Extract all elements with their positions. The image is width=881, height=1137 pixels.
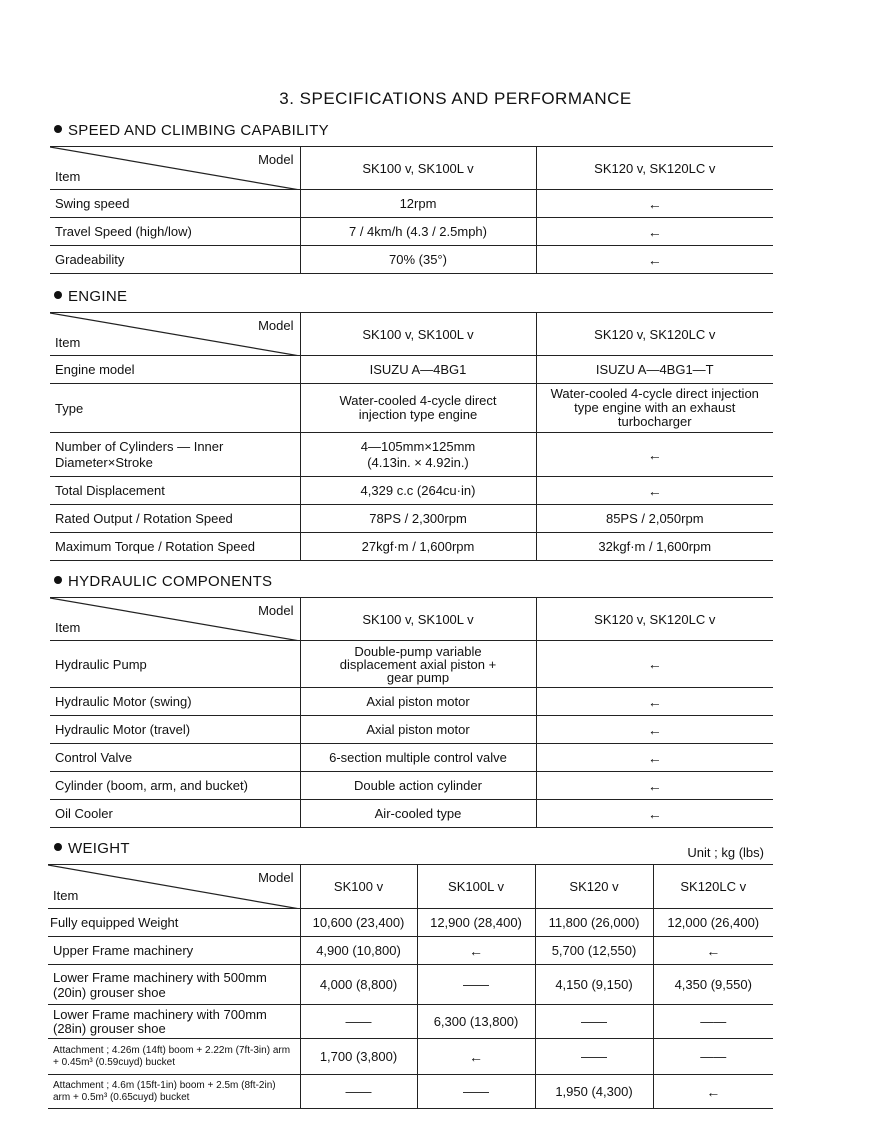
table-row bbox=[48, 1039, 773, 1075]
column-header: SK100 v, SK100L v bbox=[300, 147, 536, 190]
table-row bbox=[50, 772, 773, 800]
cell: 6-section multiple control valve bbox=[300, 744, 536, 772]
item-label: Item bbox=[55, 335, 81, 350]
bullet-icon bbox=[54, 291, 62, 299]
row-label: Cylinder (boom, arm, and bucket) bbox=[50, 772, 300, 800]
cell: 1,700 (3,800) bbox=[300, 1039, 417, 1075]
cell: ← bbox=[536, 246, 773, 274]
table-row bbox=[48, 909, 773, 937]
column-header: SK120 v, SK120LC v bbox=[536, 313, 773, 356]
speed-table bbox=[50, 146, 773, 274]
page-title: 3. SPECIFICATIONS AND PERFORMANCE bbox=[279, 89, 632, 108]
row-label: Swing speed bbox=[50, 190, 300, 218]
row-label: Attachment ; 4.6m (15ft-1in) boom + 2.5m (8ft-2in) arm + 0.5m³ (0.65cuyd) bucket bbox=[48, 1075, 300, 1109]
row-label: Number of Cylinders — Inner Diameter×Stroke bbox=[50, 433, 300, 477]
table-row bbox=[50, 800, 773, 828]
column-header: SK100 v, SK100L v bbox=[300, 313, 536, 356]
column-header: SK120 v, SK120LC v bbox=[536, 598, 773, 641]
cell: —— bbox=[653, 1039, 773, 1075]
row-label: Upper Frame machinery bbox=[48, 937, 300, 965]
cell: 6,300 (13,800) bbox=[417, 1005, 535, 1039]
table-row bbox=[48, 1005, 773, 1039]
hydraulic-table bbox=[50, 597, 773, 828]
cell: 10,600 (23,400) bbox=[300, 909, 417, 937]
row-label: Hydraulic Pump bbox=[50, 641, 300, 688]
column-header: SK120 v, SK120LC v bbox=[536, 147, 773, 190]
weight-table bbox=[48, 864, 773, 1109]
model-label: Model bbox=[258, 152, 294, 167]
row-label: Type bbox=[50, 384, 300, 433]
table-row bbox=[50, 716, 773, 744]
column-header: SK120LC v bbox=[653, 865, 773, 909]
cell: Double-pump variable displacement axial piston + gear pump bbox=[300, 641, 536, 688]
cell: —— bbox=[300, 1005, 417, 1039]
cell: 5,700 (12,550) bbox=[535, 937, 653, 965]
cell: ← bbox=[536, 190, 773, 218]
table-header-row bbox=[50, 313, 773, 356]
row-label: Engine model bbox=[50, 356, 300, 384]
cell: 4,329 c.c (264cu·in) bbox=[300, 477, 536, 505]
cell: 4—105mm×125mm (4.13in. × 4.92in.) bbox=[300, 433, 536, 477]
cell: ISUZU A—4BG1—T bbox=[536, 356, 773, 384]
cell: 27kgf·m / 1,600rpm bbox=[300, 533, 536, 561]
cell: ← bbox=[653, 937, 773, 965]
item-label: Item bbox=[53, 888, 79, 903]
cell: Water-cooled 4-cycle direct injection type engine bbox=[300, 384, 536, 433]
cell: 70% (35°) bbox=[300, 246, 536, 274]
model-label: Model bbox=[258, 318, 294, 333]
row-label: Fully equipped Weight bbox=[48, 909, 300, 937]
row-label: Total Displacement bbox=[50, 477, 300, 505]
cell: ← bbox=[653, 1075, 773, 1109]
cell: 12,000 (26,400) bbox=[653, 909, 773, 937]
row-label: Travel Speed (high/low) bbox=[50, 218, 300, 246]
cell: —— bbox=[535, 1039, 653, 1075]
row-label: Oil Cooler bbox=[50, 800, 300, 828]
unit-label: Unit ; kg (lbs) bbox=[687, 845, 764, 860]
cell: 12,900 (28,400) bbox=[417, 909, 535, 937]
table-row bbox=[50, 384, 773, 433]
cell: —— bbox=[535, 1005, 653, 1039]
item-label: Item bbox=[55, 169, 81, 184]
section-heading-weight: WEIGHT bbox=[54, 840, 130, 857]
cell: ← bbox=[536, 800, 773, 828]
section-heading-hydraulic: HYDRAULIC COMPONENTS bbox=[54, 573, 272, 590]
cell: ← bbox=[536, 218, 773, 246]
table-row bbox=[48, 965, 773, 1005]
section-heading-speed: SPEED AND CLIMBING CAPABILITY bbox=[54, 122, 329, 139]
model-item-header bbox=[50, 313, 300, 356]
cell: ← bbox=[536, 688, 773, 716]
cell: 32kgf·m / 1,600rpm bbox=[536, 533, 773, 561]
row-label: Hydraulic Motor (travel) bbox=[50, 716, 300, 744]
cell: —— bbox=[417, 1075, 535, 1109]
row-label: Control Valve bbox=[50, 744, 300, 772]
cell: ← bbox=[536, 641, 773, 688]
table-row bbox=[50, 477, 773, 505]
column-header: SK100L v bbox=[417, 865, 535, 909]
row-label: Lower Frame machinery with 500mm (20in) grouser shoe bbox=[48, 965, 300, 1005]
cell: 1,950 (4,300) bbox=[535, 1075, 653, 1109]
bullet-icon bbox=[54, 125, 62, 133]
cell: 78PS / 2,300rpm bbox=[300, 505, 536, 533]
cell: ← bbox=[536, 716, 773, 744]
row-label: Gradeability bbox=[50, 246, 300, 274]
table-row bbox=[50, 190, 773, 218]
table-row bbox=[50, 533, 773, 561]
cell: 85PS / 2,050rpm bbox=[536, 505, 773, 533]
row-label: Maximum Torque / Rotation Speed bbox=[50, 533, 300, 561]
model-item-header bbox=[50, 598, 300, 641]
column-header: SK100 v, SK100L v bbox=[300, 598, 536, 641]
cell: Air-cooled type bbox=[300, 800, 536, 828]
cell: ← bbox=[536, 477, 773, 505]
cell: —— bbox=[653, 1005, 773, 1039]
cell: Axial piston motor bbox=[300, 716, 536, 744]
cell: ← bbox=[417, 937, 535, 965]
cell: Axial piston motor bbox=[300, 688, 536, 716]
table-header-row bbox=[50, 598, 773, 641]
bullet-icon bbox=[54, 843, 62, 851]
table-row bbox=[48, 937, 773, 965]
engine-table bbox=[50, 312, 773, 561]
cell: —— bbox=[417, 965, 535, 1005]
table-header-row bbox=[48, 865, 773, 909]
item-label: Item bbox=[55, 620, 81, 635]
row-label: Hydraulic Motor (swing) bbox=[50, 688, 300, 716]
cell: Water-cooled 4-cycle direct injection type engine with an exhaust turbocharger bbox=[536, 384, 773, 433]
table-row bbox=[50, 505, 773, 533]
row-label: Rated Output / Rotation Speed bbox=[50, 505, 300, 533]
model-item-header bbox=[48, 865, 300, 909]
row-label: Attachment ; 4.26m (14ft) boom + 2.22m (7ft-3in) arm + 0.45m³ (0.59cuyd) bucket bbox=[48, 1039, 300, 1075]
cell: 4,900 (10,800) bbox=[300, 937, 417, 965]
cell: 4,350 (9,550) bbox=[653, 965, 773, 1005]
cell: 7 / 4km/h (4.3 / 2.5mph) bbox=[300, 218, 536, 246]
column-header: SK120 v bbox=[535, 865, 653, 909]
table-header-row bbox=[50, 147, 773, 190]
table-row bbox=[50, 433, 773, 477]
column-header: SK100 v bbox=[300, 865, 417, 909]
cell: ← bbox=[536, 772, 773, 800]
cell: 12rpm bbox=[300, 190, 536, 218]
cell: 4,000 (8,800) bbox=[300, 965, 417, 1005]
cell: —— bbox=[300, 1075, 417, 1109]
cell: ISUZU A—4BG1 bbox=[300, 356, 536, 384]
cell: 11,800 (26,000) bbox=[535, 909, 653, 937]
table-row bbox=[50, 688, 773, 716]
bullet-icon bbox=[54, 576, 62, 584]
model-label: Model bbox=[258, 870, 294, 885]
table-row bbox=[50, 218, 773, 246]
model-label: Model bbox=[258, 603, 294, 618]
cell: ← bbox=[536, 433, 773, 477]
cell: Double action cylinder bbox=[300, 772, 536, 800]
cell: ← bbox=[417, 1039, 535, 1075]
cell: ← bbox=[536, 744, 773, 772]
table-row bbox=[50, 356, 773, 384]
section-heading-engine: ENGINE bbox=[54, 288, 127, 305]
model-item-header bbox=[50, 147, 300, 190]
table-row bbox=[50, 744, 773, 772]
cell: 4,150 (9,150) bbox=[535, 965, 653, 1005]
table-row bbox=[50, 246, 773, 274]
row-label: Lower Frame machinery with 700mm (28in) grouser shoe bbox=[48, 1005, 300, 1039]
table-row bbox=[50, 641, 773, 688]
table-row bbox=[48, 1075, 773, 1109]
